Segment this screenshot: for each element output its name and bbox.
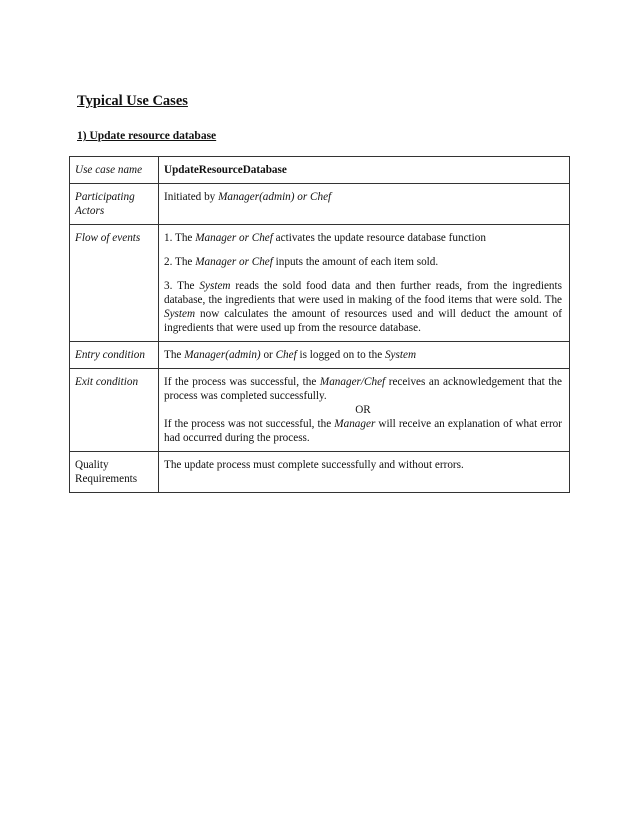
table-row-participating-actors [70, 184, 570, 225]
flow-step-2-actor: Manager or Chef [195, 256, 273, 268]
use-case-name-value: UpdateResourceDatabase [159, 157, 570, 184]
flow-step-1 [164, 231, 562, 245]
use-case-name-label: Use case name [70, 157, 159, 184]
entry-condition-label: Entry condition [70, 342, 159, 369]
use-case-table [69, 156, 570, 493]
flow-of-events-label: Flow of events [70, 225, 159, 342]
flow-of-events-value [159, 225, 570, 342]
exit-success-text [164, 375, 562, 403]
entry-condition-value [159, 342, 570, 369]
section-heading: 1) Update resource database [77, 130, 217, 142]
exit-failure-prefix: If the process was not successful, the [164, 418, 335, 430]
quality-requirements-label: Quality Requirements [70, 452, 159, 493]
entry-text-1: The [164, 349, 185, 361]
exit-failure-text [164, 417, 562, 445]
exit-condition-value [159, 369, 570, 452]
exit-success-rest: receives an acknowledgement that the process was completed successfully. [164, 376, 562, 402]
entry-text-2: or [260, 349, 276, 361]
exit-failure-actor: Manager [334, 418, 376, 430]
flow-step-2-num: 2. The [164, 256, 196, 268]
flow-step-1-actor: Manager or Chef [195, 232, 273, 244]
flow-step-3-text: reads the sold food data and then further reads, from the ingredients database, the ingredients that were used in making of the food items that were sold. The [164, 280, 562, 306]
exit-or-separator: OR [355, 404, 371, 416]
table-row-entry-condition [70, 342, 570, 369]
flow-step-1-num: 1. The [164, 232, 196, 244]
flow-step-1-text: activates the update resource database function [272, 232, 486, 244]
participating-actors-value [159, 184, 570, 225]
table-row-flow-of-events [70, 225, 570, 342]
flow-step-3-actor: System [199, 280, 231, 292]
flow-step-3-actor-2: System [164, 308, 196, 320]
entry-actor-2: Chef [275, 349, 297, 361]
quality-requirements-value: The update process must complete successfully and without errors. [159, 452, 570, 493]
entry-actor-3: System [384, 349, 417, 361]
flow-step-3-num: 3. The [164, 280, 200, 292]
participating-actors-label: Participating Actors [70, 184, 159, 225]
table-row-quality-requirements [70, 452, 570, 493]
exit-success-prefix: If the process was successful, the [164, 376, 320, 388]
actors-names: Manager(admin) or Chef [218, 191, 332, 203]
actors-prefix: Initiated by [164, 191, 219, 203]
entry-text-3: is logged on to the [296, 349, 385, 361]
entry-actor-1: Manager(admin) [184, 349, 261, 361]
flow-step-3-text-2: now calculates the amount of resources used and will deduct the amount of ingredients that were used up from the resource database. [164, 308, 562, 334]
exit-failure-rest: will receive an explanation of what error had occurred during the process. [164, 418, 563, 444]
table-row-exit-condition [70, 369, 570, 452]
flow-step-3 [164, 279, 562, 335]
flow-step-2-text: inputs the amount of each item sold. [272, 256, 439, 268]
page-heading: Typical Use Cases [77, 93, 188, 109]
exit-condition-label: Exit condition [70, 369, 159, 452]
table-row-use-case-name [70, 157, 570, 184]
exit-success-actor: Manager/Chef [319, 376, 386, 388]
flow-step-2 [164, 255, 562, 269]
